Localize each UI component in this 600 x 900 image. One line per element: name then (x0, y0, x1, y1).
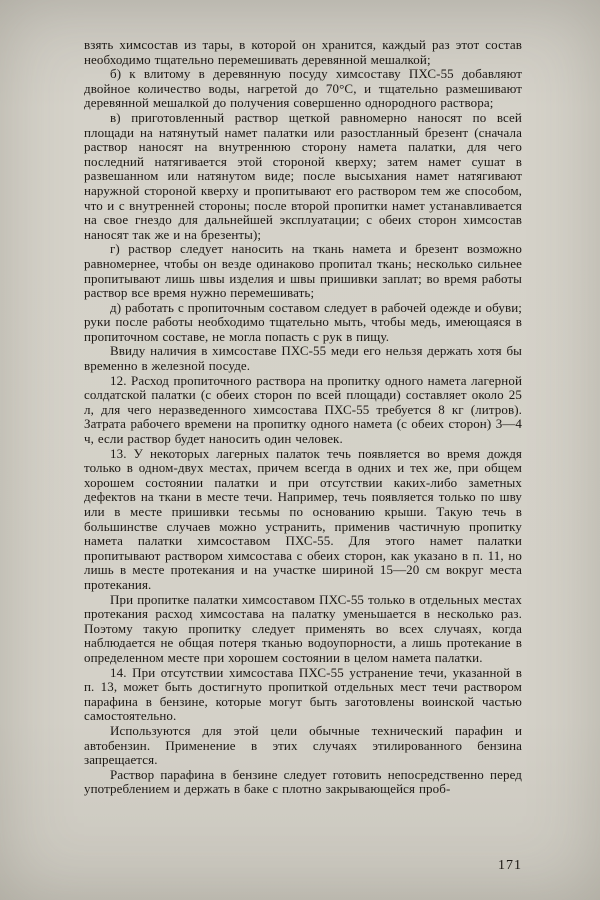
text-paragraph: 13. У некоторых лагерных палаток течь появляется во время дождя только в одном-двух местах, причем всегда в одних и тех же, при общем хорошем состоянии палатки и при отсутствии каких-либо заметных дефектов на ткани в месте течи. Например, течь появляется только по шву или в месте пришивки тесьмы по основанию крыши. Такую течь в большинстве случаев можно устранить, применив частичную пропитку намета палатки химсоставом ПХС-55. Для этого намет палатки пропитывают раствором химсостава с обеих сторон, как указано в п. 11, но лишь в месте протекания и на участке шириной 15—20 см вокруг места протекания. (84, 445, 522, 592)
text-paragraph: При пропитке палатки химсоставом ПХС-55 только в отдельных местах протекания расход химсостава на палатку уменьшается в несколько раз. Поэтому такую пропитку следует применять во всех случаях, когда наблюдается не общая потеря тканью водоупорности, а лишь протекание в определенном месте при хорошем состоянии в целом намета палатки. (84, 591, 522, 665)
text-paragraph: г) раствор следует наносить на ткань намета и брезент возможно равномернее, чтобы он везде одинаково пропитал ткань; несколько сильнее пропитывают лишь швы изделия и швы пришивки заплат; во время работы раствор все время нужно перемешивать; (84, 241, 522, 301)
text-paragraph: Ввиду наличия в химсоставе ПХС-55 меди его нельзя держать хотя бы временно в железной посуде. (84, 343, 522, 374)
text-paragraph: взять химсостав из тары, в которой он хранится, каждый раз этот состав необходимо тщательно перемешивать деревянной мешалкой; (84, 37, 522, 67)
page-number: 171 (498, 858, 522, 873)
text-paragraph: Раствор парафина в бензине следует готовить непосредственно перед употреблением и держать в баке с плотно закрывающейся проб- (84, 766, 522, 797)
text-paragraph: в) приготовленный раствор щеткой равномерно наносят по всей площади на натянутый намет палатки или разостланный брезент (сначала раствор наносят на внутреннюю сторону намета палатки, для чего последний натягивается этой стороной кверху; затем намет сушат в развешанном или натянутом виде; после высыхания намет натягивают наружной стороной кверху и пропитывают его раствором тем же способом, что и с внутренней стороны; после второй пропитки намет устанавливается на свое гнездо для дальнейшей эксплуатации; с обеих сторон химсостав наносят так же и на брезенты); (84, 109, 522, 242)
text-paragraph: д) работать с пропиточным составом следует в рабочей одежде и обуви; руки после работы необходимо тщательно мыть, чтобы медь, имеющаяся в пропиточном составе, не могла попасть с рук в пищу. (84, 299, 522, 344)
text-paragraph: Используются для этой цели обычные технический парафин и автобензин. Применение в этих случаях этилированного бензина запрещается. (84, 722, 522, 768)
text-paragraph: 14. При отсутствии химсостава ПХС-55 устранение течи, указанной в п. 13, может быть достигнуто пропиткой отдельных мест течи раствором парафина в бензине, которые могут быть заготовлены воинской частью самостоятельно. (84, 664, 522, 724)
text-paragraph: б) к влитому в деревянную посуду химсоставу ПХС-55 добавляют двойное количество воды, нагретой до 70°С, и тщательно размешивают деревянной мешалкой до получения совершенно однородного раствора; (84, 66, 522, 111)
text-paragraph: 12. Расход пропиточного раствора на пропитку одного намета лагерной солдатской палатки (с обеих сторон по всей площади) составляет около 25 л, для чего неразведенного химсостава ПХС-55 требуется 8 кг (литров). Затрата рабочего времени на пропитку одного намета (с обеих сторон) 3—4 ч, если раствор будет наносить один человек. (84, 372, 522, 447)
page-text-block (84, 38, 522, 797)
